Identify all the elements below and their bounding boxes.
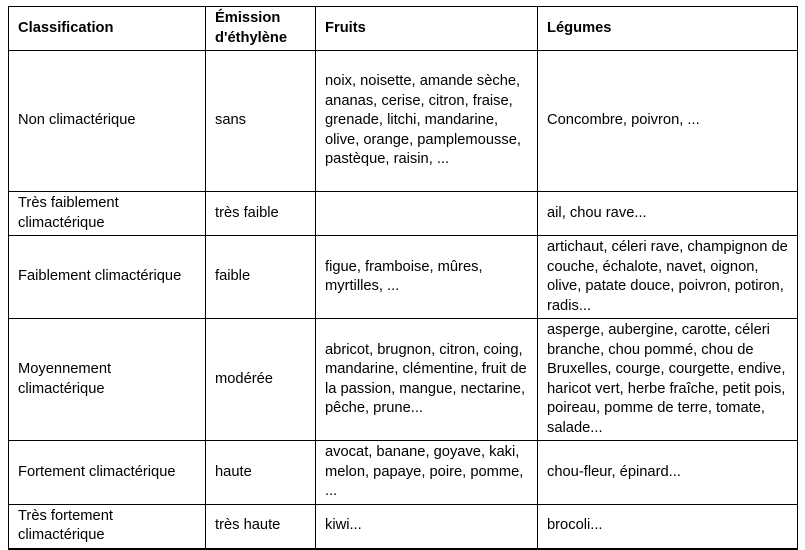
cell-legumes: Concombre, poivron, ... [538,51,798,192]
cell-legumes: ail, chou rave... [538,192,798,236]
cell-emission: très haute [206,504,316,549]
cell-emission: modérée [206,319,316,441]
cell-emission: sans [206,51,316,192]
table-header-row [9,7,798,51]
cell-legumes: asperge, aubergine, carotte, céleri branche, chou pommé, chou de Bruxelles, courge, courgette, endive, haricot vert, herbe fraîche, petit pois, poireau, pomme de terre, tomate, salade... [538,319,798,441]
cell-fruits [316,192,538,236]
cell-emission: très faible [206,192,316,236]
cell-classification: Très fortement climactérique [9,504,206,549]
table-row [9,319,798,441]
cell-legumes: brocoli... [538,504,798,549]
cell-fruits: abricot, brugnon, citron, coing, mandarine, clémentine, fruit de la passion, mangue, nectarine, pêche, prune... [316,319,538,441]
column-header-emission-ethylene: Émission d'éthylène [206,7,316,51]
cell-fruits: noix, noisette, amande sèche, ananas, cerise, citron, fraise, grenade, litchi, mandarine, olive, orange, pamplemousse, pastèque, raisin, ... [316,51,538,192]
column-header-fruits: Fruits [316,7,538,51]
cell-legumes: artichaut, céleri rave, champignon de couche, échalote, navet, oignon, olive, patate douce, poivron, potiron, radis... [538,236,798,319]
column-header-classification: Classification [9,7,206,51]
table-row [9,504,798,549]
cell-emission: faible [206,236,316,319]
cell-classification: Fortement climactérique [9,441,206,505]
cell-fruits: kiwi... [316,504,538,549]
cell-legumes: chou-fleur, épinard... [538,441,798,505]
cell-emission: haute [206,441,316,505]
table-row [9,192,798,236]
column-header-legumes: Légumes [538,7,798,51]
table-row [9,441,798,505]
climacteric-classification-table [8,6,798,550]
cell-fruits: avocat, banane, goyave, kaki, melon, papaye, poire, pomme, ... [316,441,538,505]
cell-classification: Très faiblement climactérique [9,192,206,236]
cell-classification: Non climactérique [9,51,206,192]
table-row [9,51,798,192]
cell-fruits: figue, framboise, mûres, myrtilles, ... [316,236,538,319]
cell-classification: Moyennement climactérique [9,319,206,441]
table-row [9,236,798,319]
cell-classification: Faiblement climactérique [9,236,206,319]
